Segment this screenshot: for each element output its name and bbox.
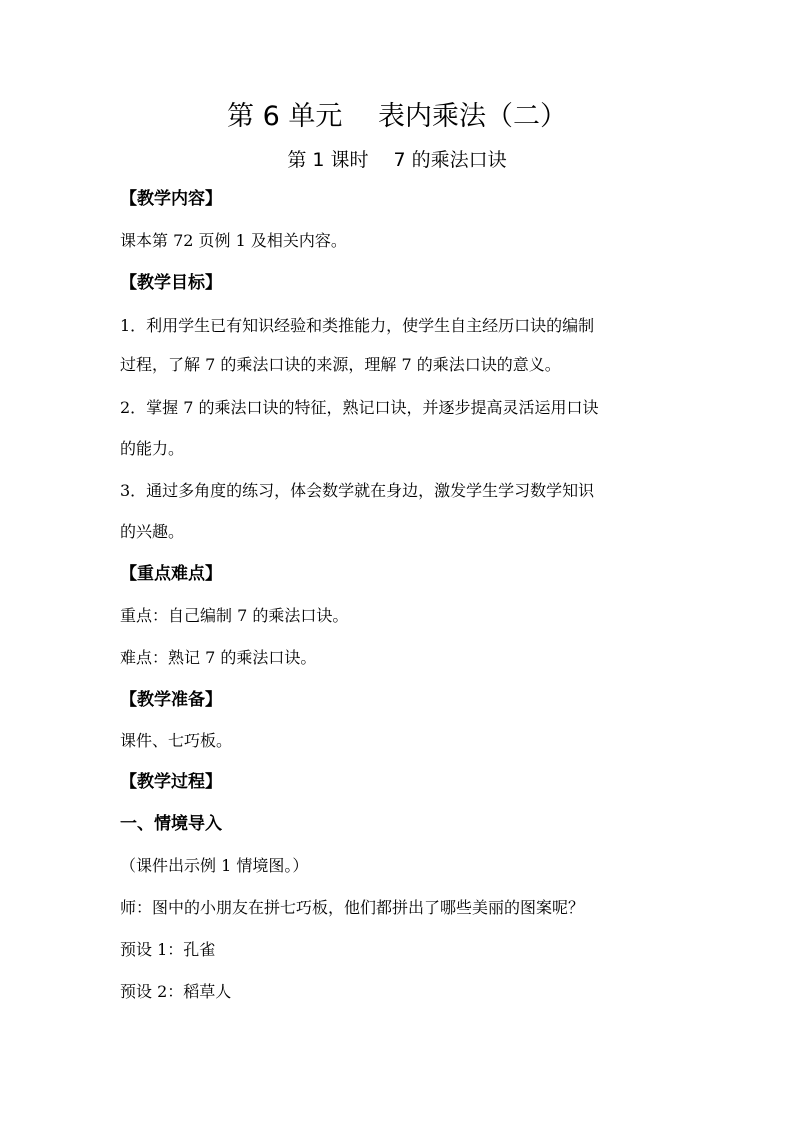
goal-1-line-2: 过程，了解 7 的乘法口诀的来源，理解 7 的乘法口诀的意义。 xyxy=(120,355,561,374)
process-heading: 【教学过程】 xyxy=(120,772,222,792)
content-text: 课本第 72 页例 1 及相关内容。 xyxy=(120,231,347,250)
process-step: 预设 2：稻草人 xyxy=(120,982,232,1001)
goal-3-line-2: 的兴趣。 xyxy=(120,522,185,541)
preparation-text: 课件、七巧板。 xyxy=(120,731,233,750)
section-1-title: 一、情境导入 xyxy=(120,814,222,834)
process-step: 预设 1：孔雀 xyxy=(120,940,216,959)
goal-2-line-1: 2．掌握 7 的乘法口诀的特征，熟记口诀，并逐步提高灵活运用口诀 xyxy=(120,398,599,417)
difficult-point: 难点：熟记 7 的乘法口诀。 xyxy=(120,648,317,667)
process-step: （课件出示例 1 情境图。） xyxy=(120,856,309,875)
unit-title: 第 6 单元 表内乘法（二） xyxy=(227,101,567,132)
goal-1-line-1: 1．利用学生已有知识经验和类推能力，使学生自主经历口诀的编制 xyxy=(120,316,595,335)
content-heading: 【教学内容】 xyxy=(120,189,222,209)
goals-heading: 【教学目标】 xyxy=(120,273,222,293)
key-point: 重点：自己编制 7 的乘法口诀。 xyxy=(120,606,349,625)
preparation-heading: 【教学准备】 xyxy=(120,690,222,710)
goal-2-line-2: 的能力。 xyxy=(120,439,185,458)
key-points-heading: 【重点难点】 xyxy=(120,564,222,584)
lesson-subtitle: 第 1 课时 7 的乘法口诀 xyxy=(287,149,507,171)
process-step: 师：图中的小朋友在拼七巧板，他们都拼出了哪些美丽的图案呢？ xyxy=(120,898,585,917)
goal-3-line-1: 3．通过多角度的练习，体会数学就在身边，激发学生学习数学知识 xyxy=(120,481,595,500)
